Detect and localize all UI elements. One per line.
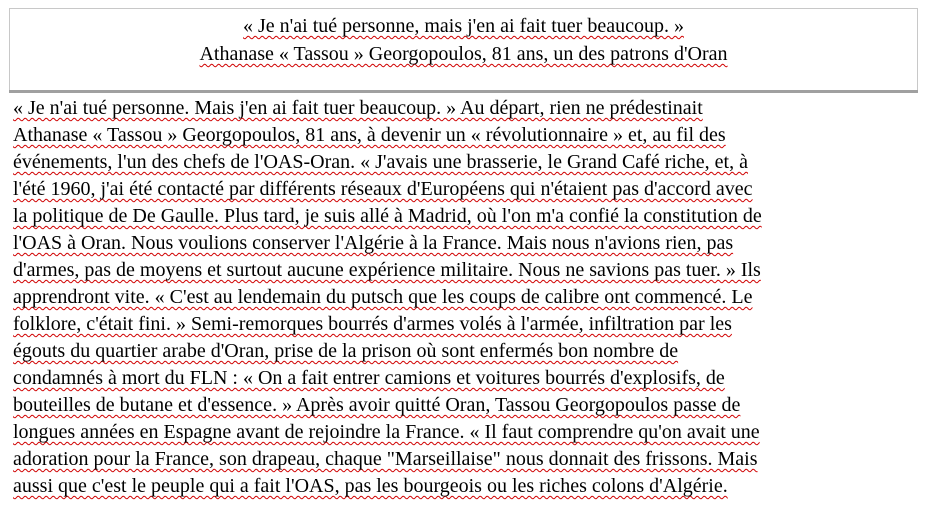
article-line: égouts du quartier arabe d'Oran, prise de la prison où sont enfermés bon nombre de	[13, 340, 679, 362]
article-line: bouteilles de butane et d'essence. » Après avoir quitté Oran, Tassou Georgopoulos passe de	[13, 394, 741, 416]
article-line: Athanase « Tassou » Georgopoulos, 81 ans, à devenir un « révolutionnaire » et, au fil des	[13, 124, 726, 146]
header-quote: « Je n'ai tué personne, mais j'en ai fait tuer beaucoup. »	[243, 15, 684, 37]
article-line: longues années en Espagne avant de rejoindre la France. « Il faut comprendre qu'on avait une	[13, 421, 760, 443]
article-line: aussi que c'est le peuple qui a fait l'OAS, pas les bourgeois ou les riches colons d'Algérie.	[13, 475, 728, 497]
article-line: adoration pour la France, son drapeau, chaque "Marseillaise" nous donnait des frissons. Mais	[13, 448, 758, 470]
article-line: l'OAS à Oran. Nous voulions conserver l'Algérie à la France. Mais nous n'avions rien, pas	[13, 232, 734, 254]
article-line: la politique de De Gaulle. Plus tard, je suis allé à Madrid, où l'on m'a confié la constitution de	[13, 205, 762, 227]
article-line: « Je n'ai tué personne. Mais j'en ai fait tuer beaucoup. » Au départ, rien ne prédestinait	[13, 97, 703, 119]
header-box	[9, 8, 918, 92]
article-line: apprendront vite. « C'est au lendemain du putsch que les coups de calibre ont commencé. Le	[13, 286, 753, 308]
horizontal-rule	[9, 90, 918, 93]
article-body[interactable]	[13, 95, 918, 500]
article-line: condamnés à mort du FLN : « On a fait entrer camions et voitures bourrés d'explosifs, de	[13, 367, 725, 389]
header-subtitle: Athanase « Tassou » Georgopoulos, 81 ans, un des patrons d'Oran	[199, 43, 728, 65]
article-line: l'été 1960, j'ai été contacté par différents réseaux d'Européens qui n'étaient pas d'accord avec	[13, 178, 753, 200]
article-line: d'armes, pas de moyens et surtout aucune expérience militaire. Nous ne savions pas tuer. » Ils	[13, 259, 761, 281]
article-line: folklore, c'était fini. » Semi-remorques bourrés d'armes volés à l'armée, infiltration par les	[13, 313, 732, 335]
article-line: événements, l'un des chefs de l'OAS-Oran. « J'avais une brasserie, le Grand Café riche, et, à	[13, 151, 748, 173]
